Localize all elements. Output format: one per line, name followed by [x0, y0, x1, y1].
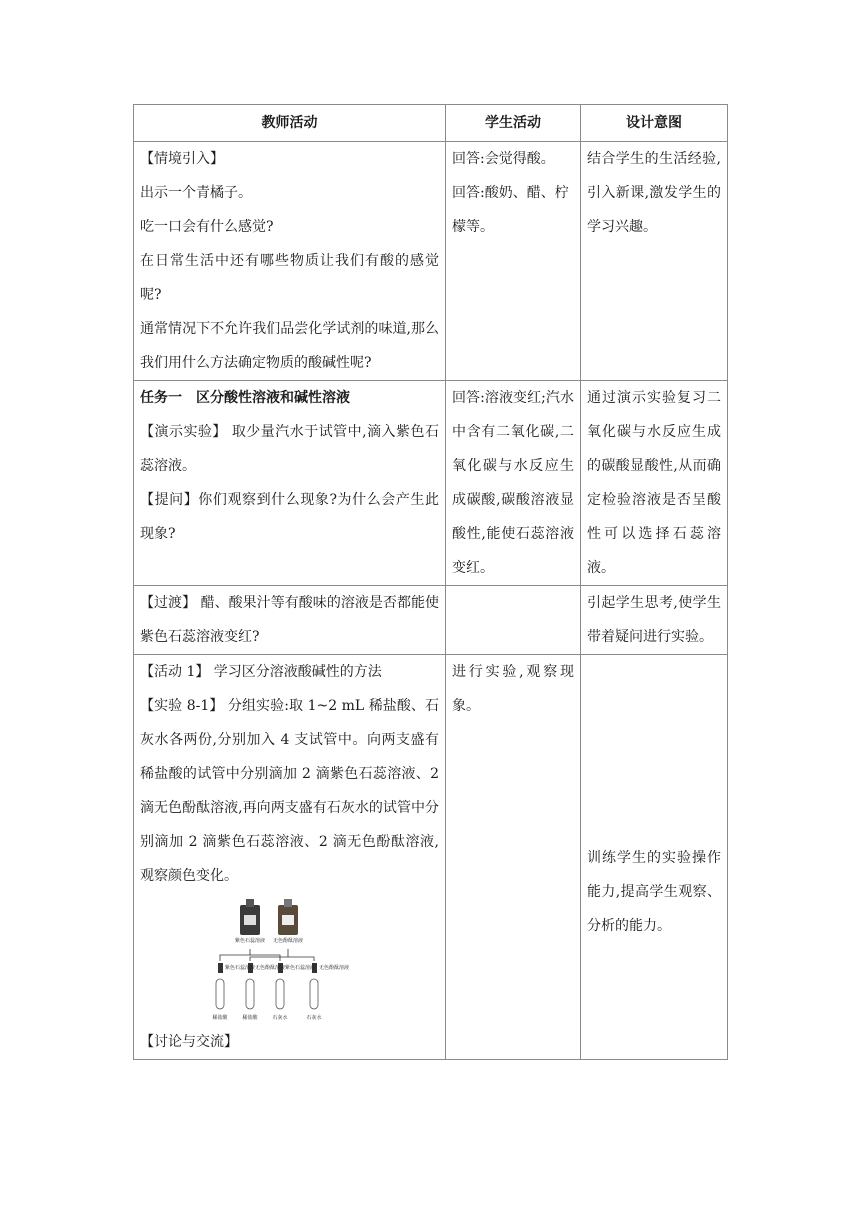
intent-cell: [581, 586, 728, 655]
table-row: [134, 586, 728, 655]
text-line: 出示一个青橘子。: [140, 185, 252, 201]
dropper-label: 紫色石蕊溶液: [285, 965, 316, 971]
text-line: 回答:酸奶、醋、柠檬等。: [452, 185, 569, 235]
teacher-cell: [134, 381, 446, 586]
intent-cell: [581, 142, 728, 381]
section-heading: 【情境引入】: [140, 151, 224, 167]
text-line: 回答:会觉得酸。: [452, 151, 555, 167]
header-design-intent: 设计意图: [581, 105, 728, 142]
header-student-activity: 学生活动: [446, 105, 581, 142]
task-title: 任务一 区分酸性溶液和碱性溶液: [140, 390, 350, 406]
dropper-label: 紫色石蕊溶液: [225, 965, 256, 971]
reagent-bottle-litmus: [240, 899, 260, 935]
text-line: 进行实验,观察现象。: [452, 664, 574, 714]
dropper-label: 无色酚酞溶液: [255, 965, 286, 971]
tube-label: 稀盐酸: [212, 1015, 228, 1021]
text-line: 通常情况下不允许我们品尝化学试剂的味道,那么我们用什么方法确定物质的酸碱性呢?: [140, 321, 439, 371]
section-heading: 【活动 1】 学习区分溶液酸碱性的方法: [140, 664, 382, 680]
text-line: 训练学生的实验操作能力,提高学生观察、分析的能力。: [587, 850, 721, 934]
experiment-figure: [210, 897, 360, 1025]
table-row: [134, 381, 728, 586]
intent-cell: [581, 655, 728, 1060]
text-line: 【实验 8-1】 分组实验:取 1~2 mL 稀盐酸、石灰水各两份,分别加入 4 支试管中。向两支盛有稀盐酸的试管中分别滴加 2 滴紫色石蕊溶液、2 滴无色酚酞溶液,再向两支盛有石灰水的试管中分别滴加 2 滴紫色石蕊溶液、2 滴无色酚酞溶液,观察颜色变化。: [140, 698, 439, 884]
dropper-label: 无色酚酞溶液: [319, 965, 350, 971]
teacher-cell: [134, 586, 446, 655]
table-row: [134, 142, 728, 381]
header-teacher-activity: 教师活动: [134, 105, 446, 142]
text-line: 回答:溶液变红;汽水中含有二氧化碳,二氧化碳与水反应生成碳酸,碳酸溶液显酸性,能使石蕊溶液变红。: [452, 390, 574, 576]
student-cell: [446, 381, 581, 586]
teacher-cell: [134, 655, 446, 1060]
intent-cell: [581, 381, 728, 586]
bottle-label: 紫色石蕊溶液: [234, 938, 266, 944]
table-row: [134, 655, 728, 1060]
lesson-plan-table: [133, 104, 728, 1060]
section-heading: 【讨论与交流】: [140, 1034, 238, 1050]
header-row: [134, 105, 728, 142]
text-line: 结合学生的生活经验,引入新课,激发学生的学习兴趣。: [587, 151, 721, 235]
tube-label: 石灰水: [272, 1015, 288, 1021]
text-line: 【提问】你们观察到什么现象?为什么会产生此现象?: [140, 492, 439, 542]
text-line: 在日常生活中还有哪些物质让我们有酸的感觉呢?: [140, 253, 439, 303]
text-line: 吃一口会有什么感觉?: [140, 219, 274, 235]
teacher-cell: [134, 142, 446, 381]
student-cell: [446, 142, 581, 381]
tube-label: 石灰水: [306, 1015, 322, 1021]
tube-label: 稀盐酸: [242, 1015, 258, 1021]
text-line: 【过渡】 醋、酸果汁等有酸味的溶液是否都能使紫色石蕊溶液变红?: [140, 595, 439, 645]
student-cell: [446, 586, 581, 655]
text-line: 【演示实验】 取少量汽水于试管中,滴入紫色石蕊溶液。: [140, 424, 439, 474]
reagent-bottle-phenolphthalein: [278, 899, 298, 935]
bottle-label: 无色酚酞溶液: [272, 938, 304, 944]
text-line: 通过演示实验复习二氧化碳与水反应生成的碳酸显酸性,从而确定检验溶液是否呈酸性可以选择石蕊溶液。: [587, 390, 721, 576]
text-line: 引起学生思考,使学生带着疑问进行实验。: [587, 595, 721, 645]
student-cell: [446, 655, 581, 1060]
